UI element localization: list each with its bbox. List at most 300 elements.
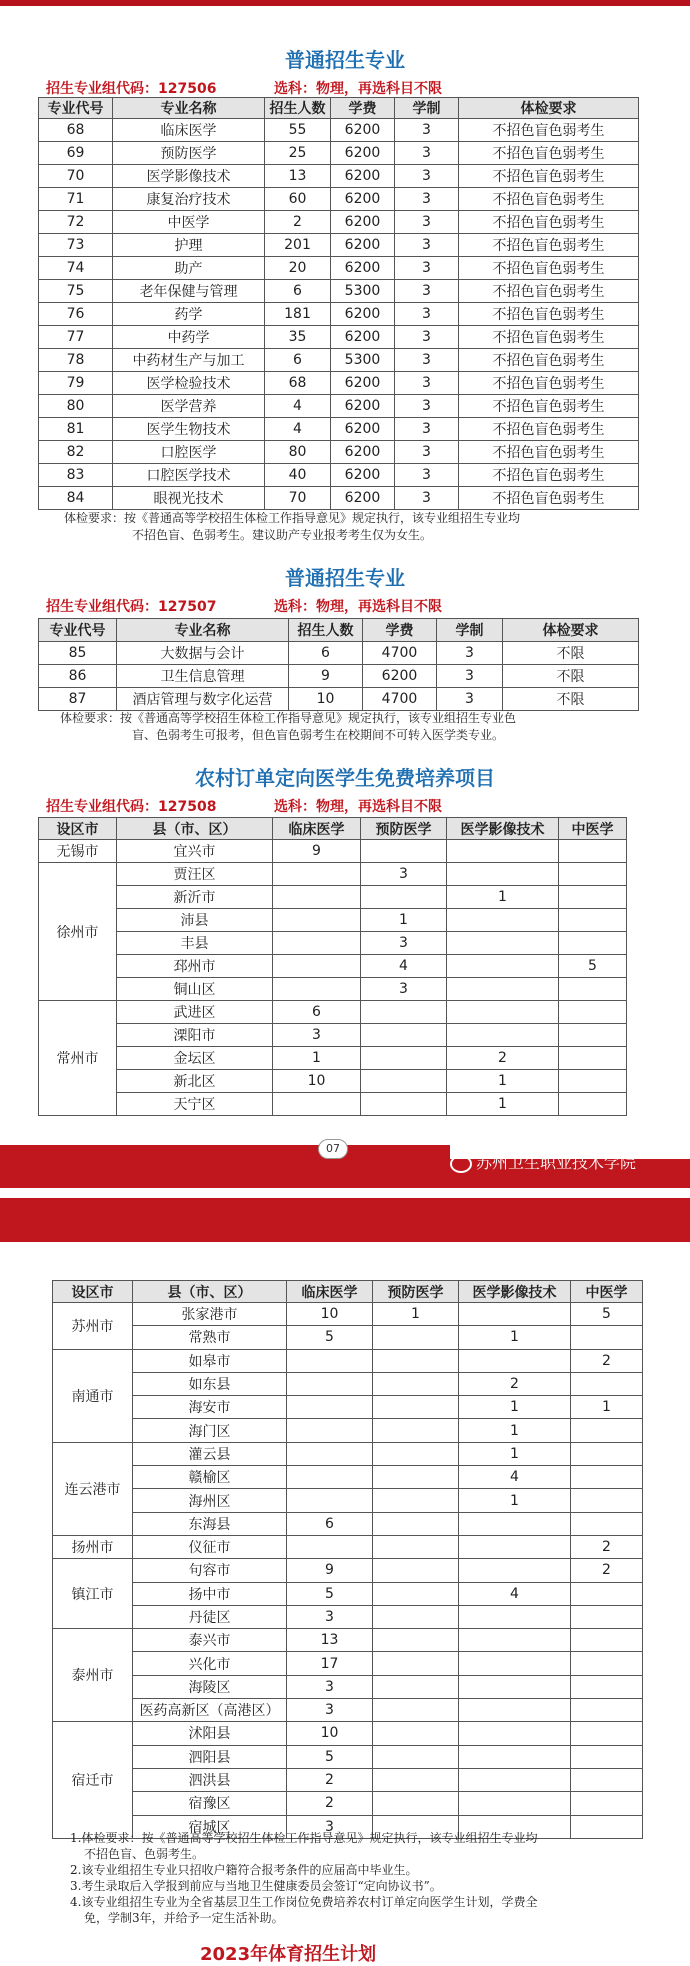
table-row <box>53 1582 643 1605</box>
table-cell: 丹徒区 <box>133 1605 287 1628</box>
table-cell <box>447 978 559 1001</box>
table-header-cell: 招生人数 <box>265 98 331 119</box>
table-row <box>53 1303 643 1326</box>
table-row <box>53 1605 643 1628</box>
table-row <box>53 1768 643 1791</box>
table-cell <box>571 1629 643 1652</box>
table-cell: 金坛区 <box>117 1047 273 1070</box>
table-cell: 74 <box>39 257 113 280</box>
table-cell: 3 <box>395 441 459 464</box>
table-cell <box>459 1605 571 1628</box>
table-row <box>39 326 639 349</box>
table-cell <box>459 1792 571 1815</box>
table-row <box>39 642 639 665</box>
footer-school-logo <box>450 1150 636 1173</box>
table-cell <box>373 1326 459 1349</box>
table-cell: 泰兴市 <box>133 1629 287 1652</box>
table-cell: 3 <box>395 234 459 257</box>
section3-title: 农村订单定向医学生免费培养项目 <box>195 766 495 790</box>
table-cell: 1 <box>447 886 559 909</box>
table-header-cell: 专业名称 <box>117 619 289 642</box>
table-row <box>53 1745 643 1768</box>
table-cell: 5 <box>559 955 627 978</box>
table-cell <box>571 1652 643 1675</box>
table-cell: 不限 <box>503 642 639 665</box>
table-cell <box>459 1745 571 1768</box>
table-cell: 6200 <box>331 372 395 395</box>
section2-title: 普通招生专业 <box>285 566 405 590</box>
table-cell <box>373 1489 459 1512</box>
table-header-cell: 体检要求 <box>503 619 639 642</box>
table-cell: 不招色盲色弱考生 <box>459 188 639 211</box>
table-cell: 3 <box>395 464 459 487</box>
section4-table <box>52 1280 643 1839</box>
table-row <box>53 1442 643 1465</box>
table-row <box>39 142 639 165</box>
table-row <box>39 464 639 487</box>
table-cell: 不招色盲色弱考生 <box>459 234 639 257</box>
table-cell <box>273 1093 361 1116</box>
table-cell: 4 <box>459 1466 571 1489</box>
table-cell: 4700 <box>363 688 437 711</box>
table-cell: 71 <box>39 188 113 211</box>
table-cell: 如皋市 <box>133 1349 287 1372</box>
table-cell: 17 <box>287 1652 373 1675</box>
table-row <box>39 257 639 280</box>
table-row <box>53 1675 643 1698</box>
table-cell: 中药材生产与加工 <box>113 349 265 372</box>
city-cell: 苏州市 <box>53 1303 133 1350</box>
table-cell: 不限 <box>503 688 639 711</box>
section4-notes <box>70 1830 670 1926</box>
table-cell <box>373 1419 459 1442</box>
table-cell: 邳州市 <box>117 955 273 978</box>
table-header-cell: 临床医学 <box>273 818 361 840</box>
table-cell: 溧阳市 <box>117 1024 273 1047</box>
table-cell <box>373 1768 459 1791</box>
table-cell <box>373 1675 459 1698</box>
table-cell <box>373 1629 459 1652</box>
table-cell: 泗阳县 <box>133 1745 287 1768</box>
table-cell <box>571 1419 643 1442</box>
table-cell <box>571 1442 643 1465</box>
table-cell <box>559 1093 627 1116</box>
table-cell <box>459 1303 571 1326</box>
table-cell: 医学生物技术 <box>113 418 265 441</box>
table-row <box>39 280 639 303</box>
table-header-cell: 预防医学 <box>361 818 447 840</box>
section4-note-line: 4.该专业组招生专业为全省基层卫生工作岗位免费培养农村订单定向医学生计划，学费全 <box>70 1895 538 1909</box>
table-cell: 3 <box>287 1815 373 1838</box>
table-row <box>53 1535 643 1558</box>
section1-group-code: 招生专业组代码：127506 <box>46 81 217 97</box>
table-row <box>39 1093 627 1116</box>
table-header-cell: 设区市 <box>53 1281 133 1303</box>
table-cell: 82 <box>39 441 113 464</box>
table-cell: 1 <box>361 909 447 932</box>
table-cell: 9 <box>273 840 361 863</box>
table-cell: 不招色盲色弱考生 <box>459 441 639 464</box>
section1-group-line <box>46 78 442 98</box>
table-cell: 2 <box>571 1535 643 1558</box>
table-row <box>39 1070 627 1093</box>
city-cell: 徐州市 <box>39 863 117 1001</box>
table-cell: 2 <box>447 1047 559 1070</box>
section2-table <box>38 618 639 711</box>
table-cell: 不招色盲色弱考生 <box>459 464 639 487</box>
table-cell: 新北区 <box>117 1070 273 1093</box>
table-cell: 句容市 <box>133 1559 287 1582</box>
table-cell <box>273 955 361 978</box>
table-cell <box>373 1722 459 1745</box>
table-cell: 医药高新区（高港区） <box>133 1699 287 1722</box>
table-cell: 预防医学 <box>113 142 265 165</box>
table-cell: 3 <box>395 165 459 188</box>
table-cell: 1 <box>459 1489 571 1512</box>
table-cell: 1 <box>459 1419 571 1442</box>
table-cell: 20 <box>265 257 331 280</box>
table-header-cell: 临床医学 <box>287 1281 373 1303</box>
table-cell <box>559 1047 627 1070</box>
table-header-cell: 中医学 <box>571 1281 643 1303</box>
table-cell: 3 <box>287 1699 373 1722</box>
table-cell: 6200 <box>331 234 395 257</box>
table-cell: 宿城区 <box>133 1815 287 1838</box>
table-cell: 5 <box>287 1582 373 1605</box>
table-cell <box>373 1559 459 1582</box>
table-cell: 10 <box>287 1303 373 1326</box>
table-cell <box>459 1768 571 1791</box>
section2-group-code: 招生专业组代码：127507 <box>46 599 217 615</box>
table-cell <box>373 1582 459 1605</box>
table-cell: 不招色盲色弱考生 <box>459 257 639 280</box>
table-cell: 临床医学 <box>113 119 265 142</box>
table-row <box>53 1629 643 1652</box>
table-cell: 70 <box>265 487 331 510</box>
table-cell: 79 <box>39 372 113 395</box>
table-cell: 如东县 <box>133 1372 287 1395</box>
table-cell: 宜兴市 <box>117 840 273 863</box>
table-cell: 不招色盲色弱考生 <box>459 395 639 418</box>
table-cell: 10 <box>289 688 363 711</box>
table-cell <box>273 863 361 886</box>
section4-note-line: 免，学制3年，并给予一定生活补助。 <box>84 1911 284 1925</box>
table-cell <box>571 1745 643 1768</box>
table-cell: 4700 <box>363 642 437 665</box>
section2-subject: 选科：物理，再选科目不限 <box>274 599 442 615</box>
table-cell: 医学营养 <box>113 395 265 418</box>
top-red-bar <box>0 0 690 6</box>
section4-note-line: 不招色盲、色弱考生。 <box>84 1847 205 1861</box>
table-header-cell: 医学影像技术 <box>447 818 559 840</box>
table-row <box>39 349 639 372</box>
table-cell: 2 <box>265 211 331 234</box>
table-cell <box>447 840 559 863</box>
table-cell <box>571 1699 643 1722</box>
city-cell: 连云港市 <box>53 1442 133 1535</box>
table-cell: 9 <box>289 665 363 688</box>
table-cell <box>571 1675 643 1698</box>
table-cell: 3 <box>287 1605 373 1628</box>
table-cell <box>447 909 559 932</box>
table-cell <box>373 1396 459 1419</box>
table-cell: 3 <box>395 418 459 441</box>
table-cell <box>287 1489 373 1512</box>
section4-note-line: 2.该专业组招生专业只招收户籍符合报考条件的应届高中毕业生。 <box>70 1863 418 1877</box>
table-cell: 3 <box>395 188 459 211</box>
table-cell: 9 <box>287 1559 373 1582</box>
table-cell: 73 <box>39 234 113 257</box>
table-cell: 不招色盲色弱考生 <box>459 349 639 372</box>
table-header-cell: 学费 <box>331 98 395 119</box>
table-cell: 4 <box>265 395 331 418</box>
table-cell: 5 <box>287 1745 373 1768</box>
table-row <box>53 1419 643 1442</box>
table-cell: 1 <box>571 1396 643 1419</box>
table-cell: 6200 <box>331 211 395 234</box>
section2-group-line <box>46 596 442 616</box>
table-row <box>39 840 627 863</box>
table-cell: 6 <box>289 642 363 665</box>
table-cell: 72 <box>39 211 113 234</box>
next-section-title-peek: 2023年体育招生计划 <box>200 1944 377 1965</box>
table-cell: 不招色盲色弱考生 <box>459 119 639 142</box>
table-cell: 3 <box>437 665 503 688</box>
city-cell: 宿迁市 <box>53 1722 133 1838</box>
table-row <box>39 863 627 886</box>
table-cell <box>287 1442 373 1465</box>
table-cell: 1 <box>273 1047 361 1070</box>
table-cell: 80 <box>39 395 113 418</box>
section3-group-line <box>46 796 442 816</box>
table-cell: 常熟市 <box>133 1326 287 1349</box>
city-cell: 扬州市 <box>53 1535 133 1558</box>
table-cell: 3 <box>395 395 459 418</box>
table-cell: 3 <box>395 142 459 165</box>
table-cell <box>273 909 361 932</box>
table-cell: 3 <box>361 863 447 886</box>
table-cell: 5300 <box>331 349 395 372</box>
table-cell: 6200 <box>331 142 395 165</box>
table-cell: 不招色盲色弱考生 <box>459 303 639 326</box>
table-cell: 70 <box>39 165 113 188</box>
table-cell: 不招色盲色弱考生 <box>459 280 639 303</box>
table-cell: 2 <box>287 1768 373 1791</box>
table-cell: 2 <box>571 1349 643 1372</box>
table-cell: 6 <box>265 280 331 303</box>
table-cell <box>559 1024 627 1047</box>
table-row <box>39 441 639 464</box>
table-cell: 5 <box>287 1326 373 1349</box>
table-cell: 3 <box>437 642 503 665</box>
table-cell: 眼视光技术 <box>113 487 265 510</box>
table-cell: 83 <box>39 464 113 487</box>
table-cell: 1 <box>447 1070 559 1093</box>
table-header-cell: 专业名称 <box>113 98 265 119</box>
table-cell: 仪征市 <box>133 1535 287 1558</box>
table-cell: 贾汪区 <box>117 863 273 886</box>
table-cell <box>361 840 447 863</box>
table-cell <box>373 1792 459 1815</box>
table-cell: 1 <box>459 1442 571 1465</box>
table-cell: 兴化市 <box>133 1652 287 1675</box>
table-cell: 2 <box>459 1372 571 1395</box>
table-cell: 不招色盲色弱考生 <box>459 211 639 234</box>
table-cell: 东海县 <box>133 1512 287 1535</box>
table-cell: 海陵区 <box>133 1675 287 1698</box>
table-cell: 不招色盲色弱考生 <box>459 487 639 510</box>
table-cell: 6200 <box>331 257 395 280</box>
table-cell: 1 <box>459 1396 571 1419</box>
table-row <box>53 1466 643 1489</box>
table-cell <box>287 1372 373 1395</box>
table-cell <box>459 1535 571 1558</box>
table-cell: 10 <box>287 1722 373 1745</box>
table-cell: 1 <box>373 1303 459 1326</box>
table-row <box>39 372 639 395</box>
table-cell <box>361 886 447 909</box>
table-cell <box>361 1024 447 1047</box>
table-cell: 6200 <box>331 303 395 326</box>
table-cell <box>373 1466 459 1489</box>
section3-group-code: 招生专业组代码：127508 <box>46 799 217 815</box>
table-cell: 10 <box>273 1070 361 1093</box>
table-row <box>39 932 627 955</box>
table-header-cell: 预防医学 <box>373 1281 459 1303</box>
section1-subject: 选科：物理，再选科目不限 <box>274 81 442 97</box>
table-header-cell: 学费 <box>363 619 437 642</box>
table-cell: 不招色盲色弱考生 <box>459 372 639 395</box>
table-cell: 4 <box>361 955 447 978</box>
table-cell: 丰县 <box>117 932 273 955</box>
table-row <box>39 1024 627 1047</box>
table-cell: 55 <box>265 119 331 142</box>
table-row <box>39 978 627 1001</box>
table-row <box>39 119 639 142</box>
table-cell: 3 <box>395 280 459 303</box>
table-cell <box>559 1070 627 1093</box>
table-cell <box>559 978 627 1001</box>
table-cell <box>559 886 627 909</box>
table-cell <box>459 1512 571 1535</box>
table-cell: 6200 <box>331 441 395 464</box>
table-cell: 69 <box>39 142 113 165</box>
table-cell: 3 <box>361 978 447 1001</box>
table-cell: 77 <box>39 326 113 349</box>
table-row <box>39 418 639 441</box>
table-row <box>53 1512 643 1535</box>
section2-note-1: 体检要求：按《普通高等学校招生体检工作指导意见》规定执行，该专业组招生专业色 <box>60 711 517 725</box>
table-cell: 药学 <box>113 303 265 326</box>
table-cell: 35 <box>265 326 331 349</box>
table-cell: 不招色盲色弱考生 <box>459 142 639 165</box>
table-cell <box>459 1699 571 1722</box>
table-row <box>39 886 627 909</box>
table-row <box>39 234 639 257</box>
table-cell <box>373 1699 459 1722</box>
table-cell <box>459 1629 571 1652</box>
table-cell: 6200 <box>331 487 395 510</box>
table-row <box>39 165 639 188</box>
table-cell <box>459 1722 571 1745</box>
table-cell: 4 <box>265 418 331 441</box>
table-cell: 新沂市 <box>117 886 273 909</box>
table-cell <box>459 1675 571 1698</box>
table-cell: 扬中市 <box>133 1582 287 1605</box>
table-header-cell: 招生人数 <box>289 619 363 642</box>
table-header-cell: 学制 <box>395 98 459 119</box>
table-cell <box>447 1024 559 1047</box>
section4-note-line: 3.考生录取后入学报到前应与当地卫生健康委员会签订“定向协议书”。 <box>70 1879 442 1893</box>
table-cell: 天宁区 <box>117 1093 273 1116</box>
table-cell <box>571 1372 643 1395</box>
table-cell: 6200 <box>331 464 395 487</box>
table-cell: 81 <box>39 418 113 441</box>
table-cell <box>571 1605 643 1628</box>
table-cell <box>287 1466 373 1489</box>
table-cell: 13 <box>265 165 331 188</box>
table-row <box>39 909 627 932</box>
table-cell <box>361 1001 447 1024</box>
table-cell: 康复治疗技术 <box>113 188 265 211</box>
wechat-icon <box>450 1155 472 1173</box>
table-cell: 25 <box>265 142 331 165</box>
table-row <box>39 1001 627 1024</box>
table-cell: 3 <box>287 1675 373 1698</box>
table-cell: 85 <box>39 642 117 665</box>
table-cell: 3 <box>361 932 447 955</box>
section3-subject: 选科：物理，再选科目不限 <box>274 799 442 815</box>
table-cell <box>287 1396 373 1419</box>
table-cell <box>559 863 627 886</box>
table-row <box>53 1396 643 1419</box>
table-cell: 4 <box>459 1582 571 1605</box>
table-cell: 84 <box>39 487 113 510</box>
table-cell <box>559 932 627 955</box>
table-cell: 泗洪县 <box>133 1768 287 1791</box>
table-cell: 3 <box>437 688 503 711</box>
table-row <box>53 1326 643 1349</box>
table-cell: 6200 <box>331 119 395 142</box>
table-cell: 老年保健与管理 <box>113 280 265 303</box>
table-cell <box>447 932 559 955</box>
table-cell: 6 <box>273 1001 361 1024</box>
table-cell: 60 <box>265 188 331 211</box>
table-row <box>39 487 639 510</box>
table-cell: 1 <box>447 1093 559 1116</box>
table-cell <box>559 840 627 863</box>
table-header-cell: 学制 <box>437 619 503 642</box>
table-cell: 口腔医学技术 <box>113 464 265 487</box>
table-cell: 酒店管理与数字化运营 <box>117 688 289 711</box>
table-header-cell: 体检要求 <box>459 98 639 119</box>
table-cell: 助产 <box>113 257 265 280</box>
table-cell: 86 <box>39 665 117 688</box>
table-cell <box>373 1535 459 1558</box>
table-cell <box>373 1605 459 1628</box>
table-cell: 大数据与会计 <box>117 642 289 665</box>
table-cell <box>459 1349 571 1372</box>
table-cell: 3 <box>395 349 459 372</box>
table-cell: 13 <box>287 1629 373 1652</box>
table-cell: 6200 <box>331 188 395 211</box>
table-cell <box>447 955 559 978</box>
section1-note-2: 不招色盲、色弱考生。建议助产专业报考考生仅为女生。 <box>132 528 433 542</box>
table-cell <box>447 1001 559 1024</box>
table-cell: 3 <box>395 372 459 395</box>
table-cell <box>571 1792 643 1815</box>
table-cell <box>571 1489 643 1512</box>
